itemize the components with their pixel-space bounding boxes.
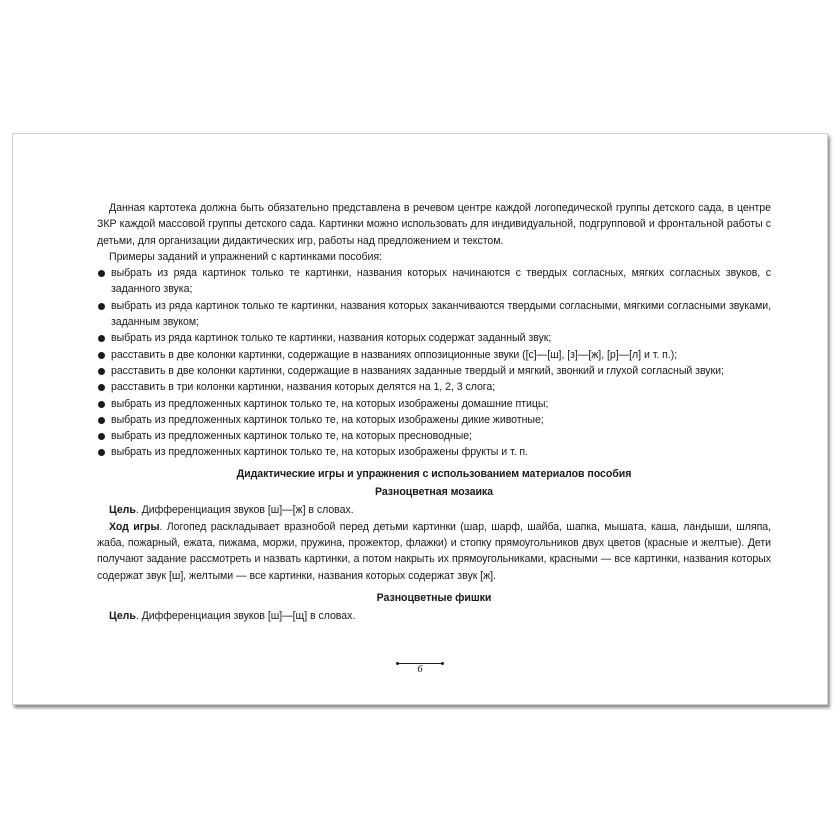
bullet-icon <box>98 384 105 391</box>
goal-text: . Дифференциация звуков [ш]—[ж] в словах. <box>135 504 354 517</box>
bullet-icon <box>98 352 105 359</box>
examples-intro: Примеры заданий и упражнений с картинками пособия: <box>109 250 382 263</box>
process-text: . Логопед раскладывает вразнобой перед детьми картинки (шар, шарф, шайба, шапка, мышата, каша, ландыши, шляпа, жаба, пожарный, ежата, пижама, моржи, пружина, прожектор, флажки) и стопку прямоугольников двух цветов (красные и желтые). Дети получают задание рассмотреть и назвать картинки, а потом накрыть их прямоугольниками, красными — все картинки, названия которых содержат звук [ш], желтыми — все картинки, названия которых содержат звук [ж]. <box>97 520 771 582</box>
process-label: Ход игры <box>109 520 160 533</box>
goal-text: . Дифференциация звуков [ш]—[щ] в словах. <box>135 610 356 623</box>
game1-goal <box>97 502 771 518</box>
page-number: 6 <box>417 664 423 675</box>
bullet-icon <box>98 335 105 342</box>
bullet-icon <box>98 417 105 424</box>
game1-title: Разноцветная мозаика <box>374 486 494 499</box>
game2-title: Разноцветные фишки <box>376 591 492 604</box>
list-item: выбрать из ряда картинок только те картинки, названия которых начинаются с твердых согласных, мягких согласных звуков, с заданного звука; <box>97 265 771 298</box>
bullet-icon <box>98 449 105 456</box>
bullet-icon <box>98 401 105 408</box>
goal-label: Цель <box>109 610 136 623</box>
bullet-icon <box>98 303 105 310</box>
page-content <box>97 200 771 624</box>
list-item: выбрать из предложенных картинок только те, на которых изображены дикие животные; <box>97 412 771 428</box>
bullet-icon <box>98 433 105 440</box>
list-item: расставить в две колонки картинки, содержащие в названиях оппозиционные звуки ([с]—[ш], [з]—[ж], [р]—[л] и т. п.); <box>97 347 771 363</box>
bullet-icon <box>98 270 105 277</box>
section-title: Дидактические игры и упражнения с использованием материалов пособия <box>236 467 632 480</box>
intro-paragraph: Данная картотека должна быть обязательно представлена в речевом центре каждой логопедической группы детского сада, в центре ЗКР каждой массовой группы детского сада. Картинки можно использовать для индивидуальной, подгрупповой и фронтальной работы с детьми, для организации дидактических игр, работы над предложением и текстом. <box>97 202 771 247</box>
page-footer <box>13 660 827 680</box>
book-page <box>12 133 828 705</box>
goal-label: Цель <box>109 504 136 517</box>
list-item: выбрать из ряда картинок только те картинки, названия которых заканчиваются твердыми согласными, мягкими согласными звуками, заданным звуком; <box>97 298 771 331</box>
bullet-icon <box>98 368 105 375</box>
game2-goal <box>97 608 771 624</box>
list-item: выбрать из предложенных картинок только те, на которых изображены домашние птицы; <box>97 396 771 412</box>
list-item: расставить в две колонки картинки, содержащие в названиях заданные твердый и мягкий, звонкий и глухой согласный звуки; <box>97 363 771 379</box>
exercise-list <box>97 265 771 461</box>
list-item: выбрать из предложенных картинок только те, на которых пресноводные; <box>97 428 771 444</box>
list-item: выбрать из ряда картинок только те картинки, названия которых содержат заданный звук; <box>97 330 771 346</box>
list-item: выбрать из предложенных картинок только те, на которых изображены фрукты и т. п. <box>97 444 771 460</box>
game1-process <box>97 519 771 584</box>
list-item: расставить в три колонки картинки, названия которых делятся на 1, 2, 3 слога; <box>97 379 771 395</box>
